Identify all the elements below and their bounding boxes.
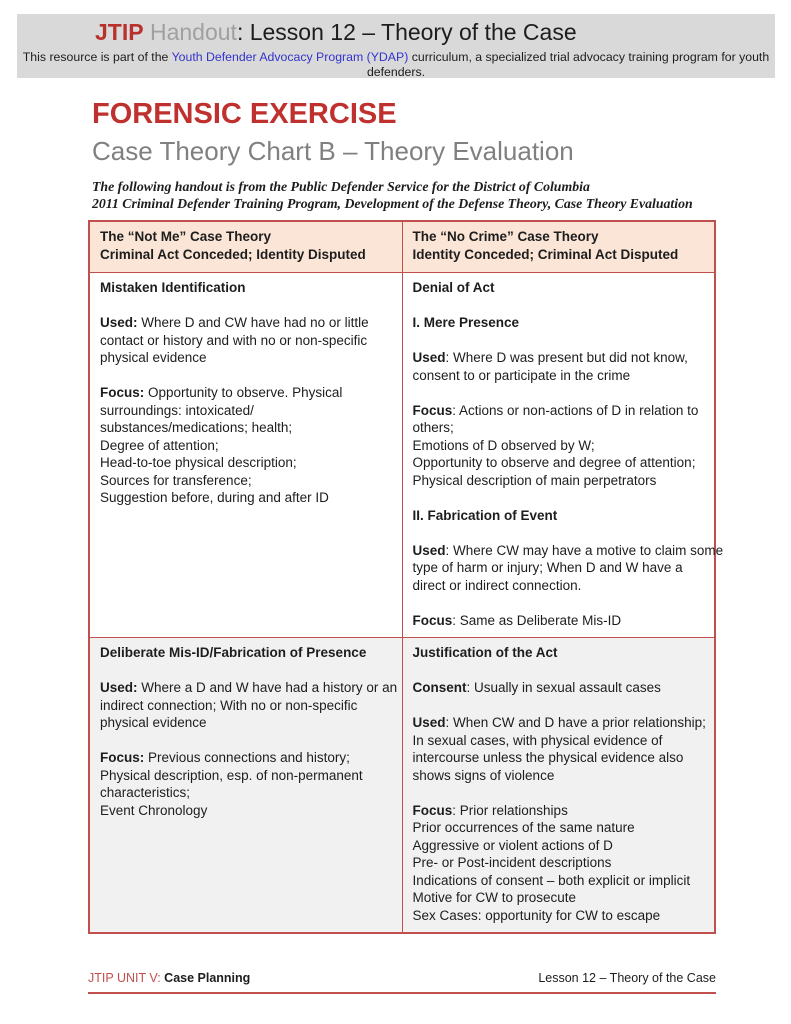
table-row	[89, 273, 715, 638]
banner-title-rest: : Lesson 12 – Theory of the Case	[236, 19, 577, 45]
banner-subtitle	[17, 50, 775, 80]
intro-line-2: 2011 Criminal Defender Training Program, Development of the Defense Theory, Case Theory Evaluation	[92, 196, 693, 211]
footer-left	[88, 971, 250, 986]
intro-attribution	[92, 178, 732, 212]
table-header-row	[89, 221, 715, 273]
case-theory-chart-subheading: Case Theory Chart B – Theory Evaluation	[92, 136, 574, 166]
footer-unit-label: JTIP UNIT V:	[88, 971, 165, 985]
banner-title-jtip: JTIP	[95, 19, 144, 45]
forensic-exercise-heading: FORENSIC EXERCISE	[92, 98, 397, 130]
footer-lesson-label: Lesson 12 – Theory of the Case	[538, 971, 716, 985]
banner-subtitle-post: curriculum, a specialized trial advocacy training program for youth defenders.	[366, 50, 770, 79]
cell-justification-of-act: Justification of the Act Consent: Usually in sexual assault cases Used: When CW and D have a prior relationship; In sexual cases, with physical evidence of intercourse unless the physical evidence also shows signs of violence Focus: Prior relationships Prior occurrences of the same nature Aggressive or violent actions of D Pre- or Post-incident descriptions Indications of consent – both explicit or implicit Motive for CW to prosecute Sex Cases: opportunity for CW to escape	[402, 638, 715, 934]
page-footer	[88, 971, 716, 994]
intro-line-1: The following handout is from the Public Defender Service for the District of Columbia	[92, 179, 590, 194]
jtip-banner	[17, 14, 775, 78]
ydap-link[interactable]: Youth Defender Advocacy Program (YDAP)	[171, 50, 409, 64]
header-cell-no-crime: The “No Crime” Case Theory Identity Conceded; Criminal Act Disputed	[402, 221, 715, 273]
footer-unit-title: Case Planning	[164, 971, 251, 985]
banner-title-handout: Handout	[143, 19, 237, 45]
cell-deliberate-mis-id: Deliberate Mis-ID/Fabrication of Presence Used: Where a D and W have had a history or an indirect connection; With no or non-specific physical evidence Focus: Previous connections and history; Physical description, esp. of non-permanent characteristics; Event Chronology	[89, 638, 402, 934]
banner-title	[17, 14, 775, 46]
cell-denial-of-act: Denial of Act I. Mere Presence Used: Where D was present but did not know, consent to or participate in the crime Focus: Actions or non-actions of D in relation to others; Emotions of D observed by W; Opportunity to observe and degree of attention; Physical description of main perpetrators II. Fabrication of Event Used: Where CW may have a motive to claim some type of harm or injury; When D and W have a direct or indirect connection. Focus: Same as Deliberate Mis-ID	[402, 273, 715, 638]
case-theory-table	[88, 220, 724, 934]
header-cell-not-me: The “Not Me” Case Theory Criminal Act Conceded; Identity Disputed	[89, 221, 402, 273]
cell-mistaken-identification: Mistaken Identification Used: Where D and CW have had no or little contact or history and with no or non-specific physical evidence Focus: Opportunity to observe. Physical surroundings: intoxicated/ substances/medications; health; Degree of attention; Head-to-toe physical description; Sources for transference; Suggestion before, during and after ID	[89, 273, 402, 638]
table-row	[89, 638, 715, 934]
banner-subtitle-pre: This resource is part of the	[22, 50, 172, 64]
